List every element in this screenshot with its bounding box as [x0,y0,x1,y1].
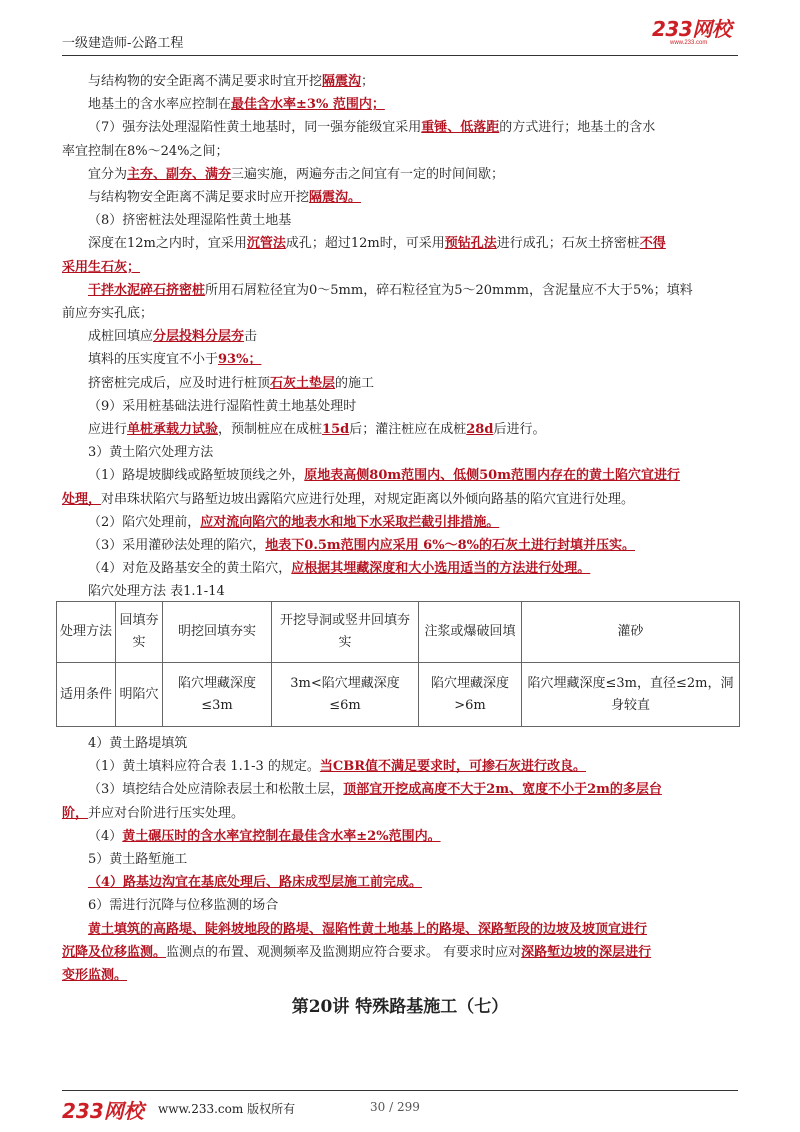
paragraph-line [62,441,742,464]
highlighted-text: 处理， [62,491,102,507]
highlighted-text: 主夯、副夯、满夯 [127,166,232,182]
text-span: （3）填挖结合处应清除表层土和松散土层， [88,782,344,798]
text-span: 进行成孔；石灰土挤密桩 [496,236,640,252]
paragraph-line [62,488,742,511]
paragraph-line [62,163,742,186]
highlighted-text: 黄土碾压时的含水率宜控制在最佳含水率±2%范围内。 [122,828,441,844]
text-span: （4）对危及路基安全的黄土陷穴， [88,561,292,577]
table-cell: 3m<陷穴埋藏深度≤6m [272,663,419,727]
paragraph-line [62,778,742,801]
table-cell: 适用条件 [57,663,116,727]
logo-text: 233网校 [652,17,732,41]
logo-url: www.233.com [670,40,708,46]
highlighted-text: 阶， [62,805,89,821]
page-number: 30 / 299 [370,1100,420,1114]
text-span: 填料的压实度宜不小于 [88,352,219,368]
text-span: （3）采用灌砂法处理的陷穴， [88,538,266,554]
paragraph-line [62,395,742,418]
paragraph-line [62,232,742,255]
paragraph-line [62,256,742,279]
text-span: （2）陷穴处理前， [88,514,201,530]
table-cell: 陷穴埋藏深度>6m [419,663,522,727]
table-header-cell: 明挖回填夯实 [163,602,272,663]
text-span: 3）黄土陷穴处理方法 [88,445,214,461]
table-header-cell: 开挖导洞或竖井回填夯实 [272,602,419,663]
body-text [62,70,742,604]
highlighted-text: 干拌水泥碎石挤密桩 [88,282,206,298]
text-span: （1）黄土填料应符合表 1.1-3 的规定。 [88,759,320,775]
highlighted-text: 应根据其埋藏深度和大小选用适当的方法进行处理。 [291,561,591,577]
text-span: （8）挤密桩法处理湿陷性黄土地基 [88,213,292,229]
highlighted-text: 顶部宜开挖成高度不大于2m、宽度不小于2m的多层台 [343,782,662,798]
text-span: 击 [244,329,258,345]
footer-divider [62,1090,738,1091]
text-span: 成孔；超过12m时，可采用 [285,236,445,252]
highlighted-text: 93%； [218,352,262,368]
highlighted-text: 变形监测。 [62,968,128,984]
table-header-row [57,602,740,663]
paragraph-line [62,325,742,348]
paragraph-line [62,557,742,580]
footer-copyright: www.233.com 版权所有 [158,1102,296,1116]
paragraph-line [62,918,742,941]
paragraph-line [62,116,742,139]
paragraph-line [62,964,742,987]
table-header-cell: 灌砂 [522,602,740,663]
paragraph-line [62,802,742,825]
text-span: 后；灌注桩应在成桩 [349,422,467,438]
text-span: 的方式进行；地基土的含水 [499,120,656,136]
highlighted-text: 隔震沟 [322,74,362,89]
paragraph-line [62,755,742,778]
text-span: 后进行。 [493,422,546,438]
text-span: 与结构物的安全距离不满足要求时宜开挖 [88,74,323,89]
paragraph-line [62,534,742,557]
text-span: （1）路堤坡脚线或路堑坡顶线之外， [88,468,305,484]
table-cell: 明陷穴 [116,663,163,727]
highlighted-text: 分层投料分层夯 [153,329,245,345]
highlighted-text: 应对流向陷穴的地表水和地下水采取拦截引排措施。 [200,514,500,530]
highlighted-text: 地表下0.5m范围内应采用 6%～8%的石灰土进行封填并压实。 [265,538,635,554]
highlighted-text: 原地表高侧80m范围内、低侧50m范围内存在的黄土陷穴宜进行 [304,468,680,484]
text-span: 宜分为 [88,166,128,182]
paragraph-line [62,848,742,871]
highlighted-text: 重锤、低落距 [421,120,500,136]
brand-logo[interactable] [652,19,748,49]
text-span: 5）黄土路堑施工 [88,852,188,868]
highlighted-text: 深路堑边坡的深层进行 [521,944,652,960]
text-span: （4） [88,828,123,844]
header-divider [62,55,738,56]
paragraph-line [62,464,742,487]
text-span: 对串珠状陷穴与路堑边坡出露陷穴应进行处理，对规定距离以外倾向路基的陷穴宜进行处理。 [101,491,635,507]
paragraph-line [62,732,742,755]
text-span: 所用石屑粒径宜为0～5mm，碎石粒径宜为5～20mmm，含泥量应不大于5%；填料 [205,282,693,298]
table-cell: 陷穴埋藏深度≤3m，直径≤2m，洞身较直 [522,663,740,727]
text-span: 并应对台阶进行压实处理。 [88,805,245,821]
text-span: 陷穴处理方法 表1.1-14 [88,584,225,600]
paragraph-line [62,418,742,441]
lecture-title: 第20讲 特殊路基施工（七） [291,997,509,1017]
lower-text [62,732,742,987]
paragraph-line [62,140,742,163]
highlighted-text: 石灰土垫层 [270,375,336,391]
paragraph-line [62,348,742,371]
text-span: 率宜控制在8%～24%之间； [62,143,229,159]
paragraph-line [62,302,742,325]
paragraph-line [62,70,742,93]
paragraph-line [62,279,742,302]
highlighted-text: 28d [466,422,494,438]
highlighted-text: 采用生石灰； [62,259,141,275]
pit-treatment-table [56,601,740,727]
highlighted-text: 15d [322,422,350,438]
highlighted-text: 黄土填筑的高路堤、陡斜坡地段的路堤、湿陷性黄土地基上的路堤、深路堑段的边坡及坡顶宜进行 [88,921,648,937]
highlighted-text: 单桩承载力试验 [127,422,219,438]
highlighted-text: 当CBR值不满足要求时，可掺石灰进行改良。 [319,759,587,775]
highlighted-text: 预钻孔法 [444,236,497,252]
table-row [57,663,740,727]
paragraph-line [62,511,742,534]
table-header-cell: 处理方法 [57,602,116,663]
header-title: 一级建造师-公路工程 [62,36,184,51]
text-span: 挤密桩完成后，应及时进行桩顶 [88,375,271,391]
text-span: 成桩回填应 [88,329,154,345]
text-span: ； [361,74,375,89]
paragraph-line [62,941,742,964]
text-span: 4）黄土路堤填筑 [88,736,188,751]
text-span: ，预制桩应在成桩 [218,422,323,438]
text-span: 前应夯实孔底； [62,306,154,322]
paragraph-line [62,372,742,395]
paragraph-line [62,871,742,894]
text-span: 地基土的含水率应控制在 [88,97,232,113]
highlighted-text: 不得 [639,236,666,252]
table-header-cell: 回填夯实 [116,602,163,663]
paragraph-line [62,894,742,917]
text-span: 的施工 [335,375,375,391]
text-span: 三遍实施，两遍夯击之间宜有一定的时间间歇； [231,166,505,182]
text-span: 与结构物安全距离不满足要求时应开挖 [88,190,310,206]
paragraph-line [62,186,742,209]
highlighted-text: （4）路基边沟宜在基底处理后、路床成型层施工前完成。 [88,875,423,891]
table-header-cell: 注浆或爆破回填 [419,602,522,663]
paragraph-line [62,825,742,848]
table-cell: 陷穴埋藏深度≤3m [163,663,272,727]
highlighted-text: 隔震沟。 [309,190,362,206]
paragraph-line [62,93,742,116]
text-span: （7）强夯法处理湿陷性黄土地基时，同一强夯能级宜采用 [88,120,422,136]
text-span: 监测点的布置、观测频率及监测期应符合要求。 有要求时应对 [166,944,522,960]
highlighted-text: 沉降及位移监测。 [62,944,167,960]
text-span: 6）需进行沉降与位移监测的场合 [88,898,279,914]
text-span: 深度在12m之内时，宜采用 [88,236,247,252]
text-span: 应进行 [88,422,128,438]
footer-logo[interactable]: 233网校 [62,1099,144,1123]
highlighted-text: 最佳含水率±3% 范围内； [231,97,385,113]
text-span: （9）采用桩基础法进行湿陷性黄土地基处理时 [88,398,357,414]
highlighted-text: 沉管法 [246,236,286,252]
paragraph-line [62,209,742,232]
